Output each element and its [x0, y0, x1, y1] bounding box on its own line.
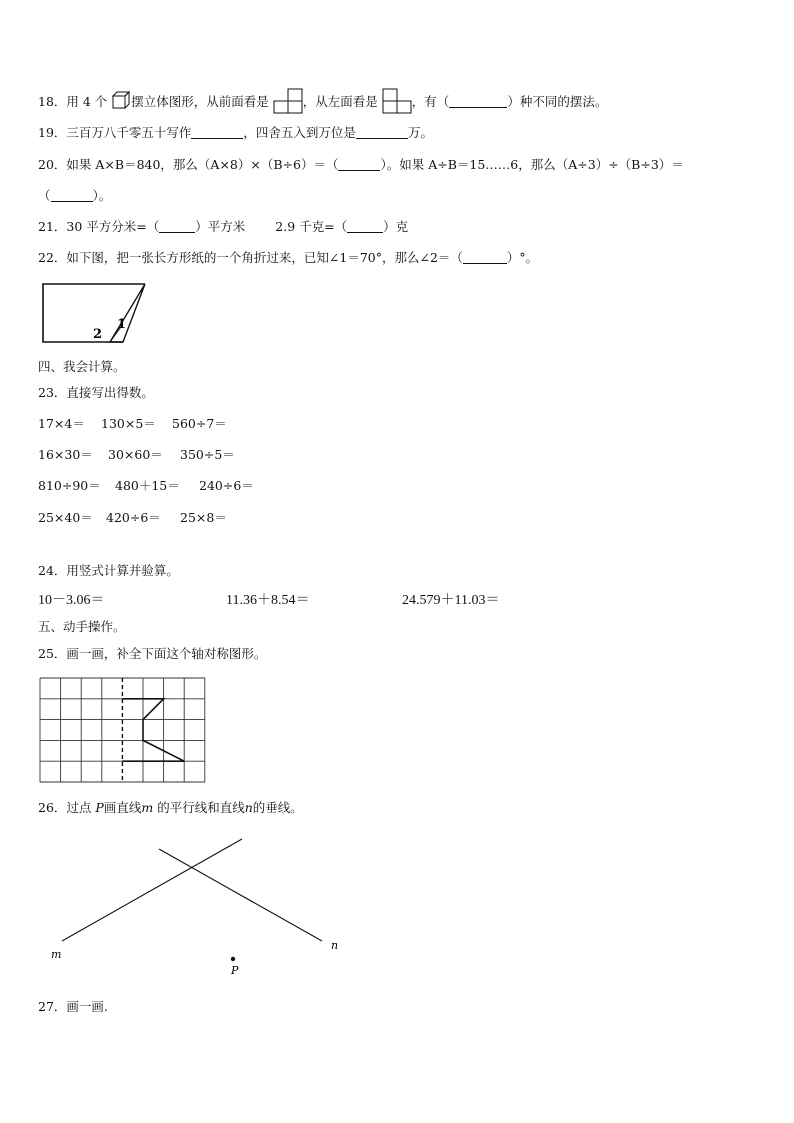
- line-m: [62, 839, 242, 941]
- calc-row: [38, 509, 227, 527]
- vertical-calc-2: 11.36＋8.54＝: [226, 593, 310, 608]
- question-23: 23．直接写出得数。: [38, 385, 154, 400]
- symmetry-grid[interactable]: [39, 677, 207, 783]
- calc-item: 420÷6＝: [106, 510, 161, 525]
- question-19: 19．三百万八千零五十写作 ，四舍五入到万位是 万。: [38, 125, 433, 140]
- answer-blank[interactable]: [51, 188, 93, 202]
- label-p: P: [231, 964, 239, 977]
- calc-item: 25×8＝: [180, 510, 227, 525]
- calc-item: 30×60＝: [108, 447, 163, 462]
- calc-item: 16×30＝: [38, 447, 93, 462]
- question-25: 25．画一画，补全下面这个轴对称图形。: [38, 646, 267, 661]
- calc-item: 560÷7＝: [172, 416, 227, 431]
- calc-item: 25×40＝: [38, 510, 93, 525]
- answer-blank[interactable]: [338, 157, 380, 171]
- angle-1-label: 1: [117, 317, 127, 332]
- half-figure: [122, 699, 184, 761]
- calc-item: 350÷5＝: [180, 447, 235, 462]
- question-20-cont: （ ）。: [38, 188, 112, 203]
- folded-paper-figure: [40, 282, 152, 344]
- calc-item: 240÷6＝: [199, 478, 254, 493]
- label-n: n: [331, 939, 339, 952]
- calc-row: [38, 446, 235, 464]
- question-26: 26．过点 P画直线m 的平行线和直线n的垂线。: [38, 800, 303, 815]
- calc-item: 810÷90＝: [38, 478, 101, 493]
- answer-blank[interactable]: [449, 94, 507, 108]
- calc-item: 17×4＝: [38, 416, 85, 431]
- point-p: [231, 957, 235, 961]
- calc-item: 480＋15＝: [115, 478, 180, 493]
- question-24: 24．用竖式计算并验算。: [38, 563, 179, 578]
- question-21: 21．30 平方分米=（ ）平方米 2.9 千克=（ ）克: [38, 219, 409, 234]
- question-27: 27．画一画.: [38, 999, 108, 1014]
- vertical-calc-1: 10－3.06＝: [38, 593, 105, 608]
- answer-blank[interactable]: [356, 125, 408, 139]
- left-view-icon: [382, 88, 412, 114]
- cube-icon: [111, 90, 131, 110]
- label-m: m: [51, 948, 62, 961]
- calc-item: 130×5＝: [101, 416, 156, 431]
- front-view-icon: [273, 88, 303, 114]
- section-4-heading: 四、我会计算。: [38, 359, 126, 374]
- question-18: 18．用 4 个 摆立体图形，从前面看是 ，从左面看是 ，有（ ）种不同的摆法。: [38, 88, 607, 114]
- angle-2-label: 2: [93, 327, 103, 342]
- vertical-calc-3: 24.579＋11.03＝: [402, 593, 500, 608]
- lines-figure[interactable]: [46, 834, 346, 980]
- answer-blank[interactable]: [159, 219, 195, 233]
- answer-blank[interactable]: [347, 219, 383, 233]
- question-22: 22．如下图，把一张长方形纸的一个角折过来，已知∠1＝70°，那么∠2＝（ ）°。: [38, 250, 539, 265]
- question-20: 20．如果 A×B＝840，那么（A×8）×（B÷6）＝（ ）。如果 A÷B＝15……6，那么（A÷3）÷（B÷3）＝: [38, 157, 684, 172]
- section-5-heading: 五、动手操作。: [38, 619, 126, 634]
- calc-row: [38, 415, 227, 433]
- answer-blank[interactable]: [463, 250, 507, 264]
- answer-blank[interactable]: [191, 125, 243, 139]
- line-n: [159, 849, 322, 941]
- calc-row: [38, 477, 254, 495]
